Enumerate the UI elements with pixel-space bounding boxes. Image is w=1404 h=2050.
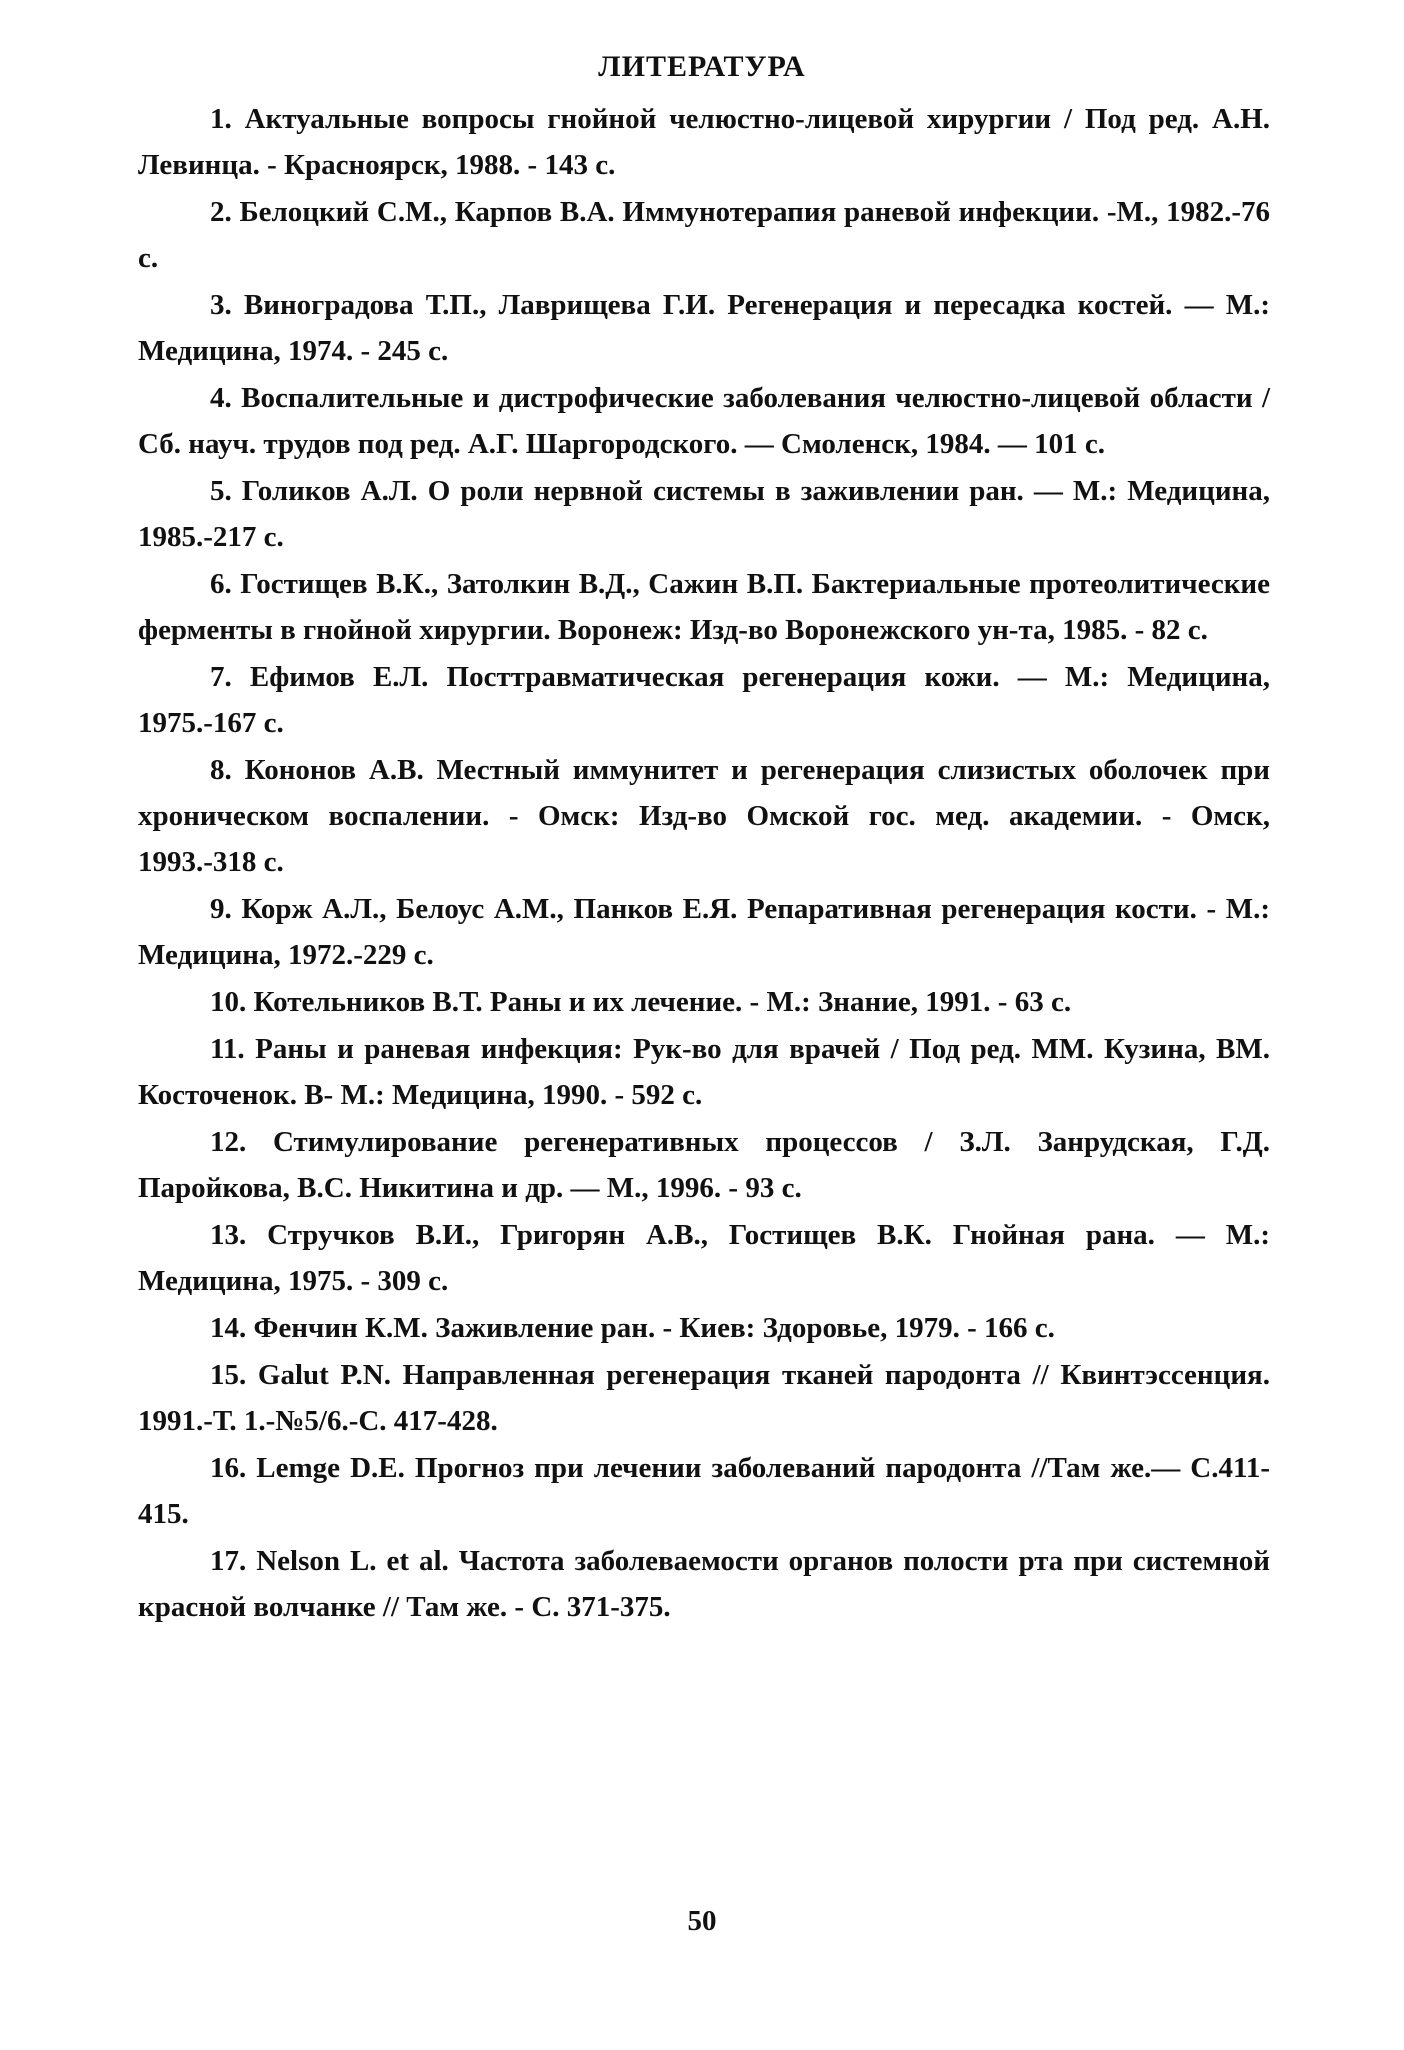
reference-item-9: 9. Корж А.Л., Белоус А.М., Панков Е.Я. Репаративная регенерация кости. - М.: Медицина, 1972.-229 с. (138, 893, 1270, 971)
reference-item-5: 5. Голиков А.Л. О роли нервной системы в заживлении ран. — М.: Медицина, 1985.-217 с. (138, 475, 1270, 553)
reference-item-14: 14. Фенчин К.М. Заживление ран. - Киев: Здоровье, 1979. - 166 с. (210, 1312, 1055, 1344)
reference-item-3: 3. Виноградова Т.П., Лаврищева Г.И. Регенерация и пересадка костей. — М.: Медицина, 1974. - 245 с. (138, 289, 1270, 367)
reference-list (138, 96, 1270, 1631)
reference-item-16: 16. Lemge D.E. Прогноз при лечении заболеваний пародонта //Там же.— С.411-415. (138, 1452, 1270, 1530)
reference-item-8: 8. Кононов А.В. Местный иммунитет и регенерация слизистых оболочек при хроническом воспалении. - Омск: Изд-во Омской гос. мед. академии. - Омск, 1993.-318 с. (138, 754, 1270, 878)
reference-item-4: 4. Воспалительные и дистрофические заболевания челюстно-лицевой области / Сб. науч. трудов под ред. А.Г. Шаргородского. — Смоленск, 1984. — 101 с. (138, 382, 1270, 460)
reference-item-10: 10. Котельников В.Т. Раны и их лечение. - М.: Знание, 1991. - 63 с. (210, 986, 1072, 1018)
reference-item-7: 7. Ефимов Е.Л. Посттравматическая регенерация кожи. — М.: Медицина, 1975.-167 с. (138, 661, 1270, 739)
reference-item-15: 15. Galut P.N. Направленная регенерация тканей пародонта // Квинтэссенция. 1991.-Т. 1.-№5/6.-С. 417-428. (138, 1359, 1270, 1437)
reference-item-17: 17. Nelson L. et al. Частота заболеваемости органов полости рта при системной красной волчанке // Там же. - С. 371-375. (138, 1545, 1270, 1623)
reference-item-1: 1. Актуальные вопросы гнойной челюстно-лицевой хирургии / Под ред. А.Н. Левинца. - Красноярск, 1988. - 143 с. (138, 103, 1270, 181)
reference-item-11: 11. Раны и раневая инфекция: Рук-во для врачей / Под ред. ММ. Кузина, ВМ. Косточенок. В- М.: Медицина, 1990. - 592 с. (138, 1033, 1270, 1111)
reference-item-6: 6. Гостищев В.К., Затолкин В.Д., Сажин В.П. Бактериальные протеолитические ферменты в гнойной хирургии. Воронеж: Изд-во Воронежского ун-та, 1985. - 82 с. (138, 568, 1270, 646)
reference-item-13: 13. Стручков В.И., Григорян А.В., Гостищев В.К. Гнойная рана. — М.: Медицина, 1975. - 309 с. (138, 1219, 1270, 1297)
reference-item-2: 2. Белоцкий С.М., Карпов В.А. Иммунотерапия раневой инфекции. -М., 1982.-76 с. (138, 196, 1270, 274)
reference-item-12: 12. Стимулирование регенеративных процессов / З.Л. Занрудская, Г.Д. Паройкова, В.С. Никитина и др. — М., 1996. - 93 с. (138, 1126, 1270, 1204)
page-number: 50 (687, 1905, 717, 1937)
page-title: ЛИТЕРАТУРА (598, 50, 806, 83)
